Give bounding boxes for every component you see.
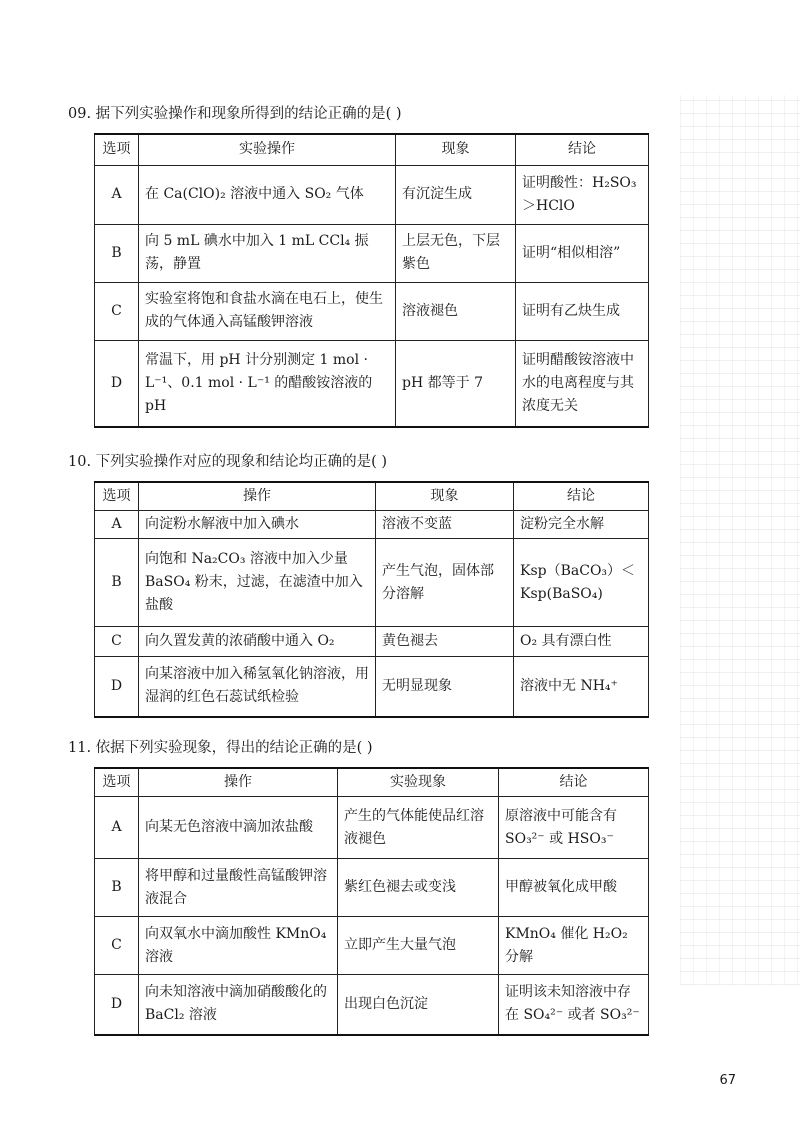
header-conclusion: 结论	[516, 134, 649, 165]
operation-cell: 实验室将饱和食盐水滴在电石上，使生成的气体通入高锰酸钾溶液	[139, 282, 396, 340]
conclusion-cell: 证明醋酸铵溶液中水的电离程度与其浓度无关	[516, 340, 649, 427]
margin-grid	[680, 95, 800, 985]
conclusion-cell: O₂ 具有漂白性	[514, 627, 649, 657]
table-row	[95, 165, 649, 224]
operation-cell: 向淀粉水解液中加入碘水	[139, 511, 376, 539]
conclusion-cell: 溶液中无 NH₄⁺	[514, 657, 649, 717]
conclusion-cell: 证明酸性：H₂SO₃＞HClO	[516, 165, 649, 224]
phenomenon-cell: 紫红色褪去或变浅	[338, 859, 499, 917]
table-row	[95, 224, 649, 282]
option-label: C	[95, 917, 139, 975]
operation-cell: 将甲醇和过量酸性高锰酸钾溶液混合	[139, 859, 338, 917]
phenomenon-cell: 有沉淀生成	[396, 165, 516, 224]
header-operation: 操作	[139, 768, 338, 797]
header-phenomenon: 实验现象	[338, 768, 499, 797]
header-conclusion: 结论	[514, 482, 649, 511]
question-11-stem: 11. 依据下列实验现象，得出的结论正确的是( )	[68, 740, 373, 756]
option-label: A	[95, 165, 139, 224]
table-row	[95, 511, 649, 539]
option-label: D	[95, 340, 139, 427]
question-09-stem: 09. 据下列实验操作和现象所得到的结论正确的是( )	[68, 106, 402, 122]
table-row	[95, 282, 649, 340]
phenomenon-cell: 溶液褪色	[396, 282, 516, 340]
option-label: C	[95, 282, 139, 340]
table-row	[95, 657, 649, 717]
conclusion-cell: 证明该未知溶液中存在 SO₄²⁻ 或者 SO₃²⁻	[499, 975, 649, 1035]
option-label: D	[95, 657, 139, 717]
header-option: 选项	[95, 768, 139, 797]
phenomenon-cell: 出现白色沉淀	[338, 975, 499, 1035]
table-row	[95, 340, 649, 427]
header-conclusion: 结论	[499, 768, 649, 797]
operation-cell: 向双氧水中滴加酸性 KMnO₄ 溶液	[139, 917, 338, 975]
option-label: B	[95, 539, 139, 627]
option-label: C	[95, 627, 139, 657]
table-row	[95, 917, 649, 975]
phenomenon-cell: 产生气泡，固体部分溶解	[376, 539, 514, 627]
conclusion-cell: 证明“相似相溶”	[516, 224, 649, 282]
header-operation: 实验操作	[139, 134, 396, 165]
phenomenon-cell: 上层无色，下层紫色	[396, 224, 516, 282]
header-phenomenon: 现象	[396, 134, 516, 165]
operation-cell: 向某溶液中加入稀氢氧化钠溶液，用湿润的红色石蕊试纸检验	[139, 657, 376, 717]
question-10-stem: 10. 下列实验操作对应的现象和结论均正确的是( )	[68, 454, 388, 470]
conclusion-cell: 甲醇被氧化成甲酸	[499, 859, 649, 917]
conclusion-cell: 淀粉完全水解	[514, 511, 649, 539]
option-label: A	[95, 797, 139, 859]
conclusion-cell: 原溶液中可能含有 SO₃²⁻ 或 HSO₃⁻	[499, 797, 649, 859]
phenomenon-cell: pH 都等于 7	[396, 340, 516, 427]
option-label: B	[95, 224, 139, 282]
question-10-table	[94, 481, 649, 718]
operation-cell: 在 Ca(ClO)₂ 溶液中通入 SO₂ 气体	[139, 165, 396, 224]
question-09-table	[94, 133, 649, 428]
header-phenomenon: 现象	[376, 482, 514, 511]
page-number: 67	[719, 1073, 736, 1088]
operation-cell: 向久置发黄的浓硝酸中通入 O₂	[139, 627, 376, 657]
option-label: B	[95, 859, 139, 917]
table-row	[95, 797, 649, 859]
conclusion-cell: KMnO₄ 催化 H₂O₂ 分解	[499, 917, 649, 975]
phenomenon-cell: 溶液不变蓝	[376, 511, 514, 539]
header-option: 选项	[95, 134, 139, 165]
phenomenon-cell: 立即产生大量气泡	[338, 917, 499, 975]
question-11-table	[94, 767, 649, 1036]
operation-cell: 常温下，用 pH 计分别测定 1 mol · L⁻¹、0.1 mol · L⁻¹ 的醋酸铵溶液的 pH	[139, 340, 396, 427]
operation-cell: 向未知溶液中滴加硝酸酸化的 BaCl₂ 溶液	[139, 975, 338, 1035]
operation-cell: 向某无色溶液中滴加浓盐酸	[139, 797, 338, 859]
table-row	[95, 859, 649, 917]
phenomenon-cell: 黄色褪去	[376, 627, 514, 657]
operation-cell: 向 5 mL 碘水中加入 1 mL CCl₄ 振荡，静置	[139, 224, 396, 282]
phenomenon-cell: 产生的气体能使品红溶液褪色	[338, 797, 499, 859]
option-label: A	[95, 511, 139, 539]
operation-cell: 向饱和 Na₂CO₃ 溶液中加入少量 BaSO₄ 粉末，过滤，在滤渣中加入盐酸	[139, 539, 376, 627]
header-option: 选项	[95, 482, 139, 511]
phenomenon-cell: 无明显现象	[376, 657, 514, 717]
table-row	[95, 627, 649, 657]
table-row	[95, 975, 649, 1035]
option-label: D	[95, 975, 139, 1035]
conclusion-cell: Ksp（BaCO₃）＜Ksp(BaSO₄)	[514, 539, 649, 627]
table-row	[95, 539, 649, 627]
conclusion-cell: 证明有乙炔生成	[516, 282, 649, 340]
header-operation: 操作	[139, 482, 376, 511]
